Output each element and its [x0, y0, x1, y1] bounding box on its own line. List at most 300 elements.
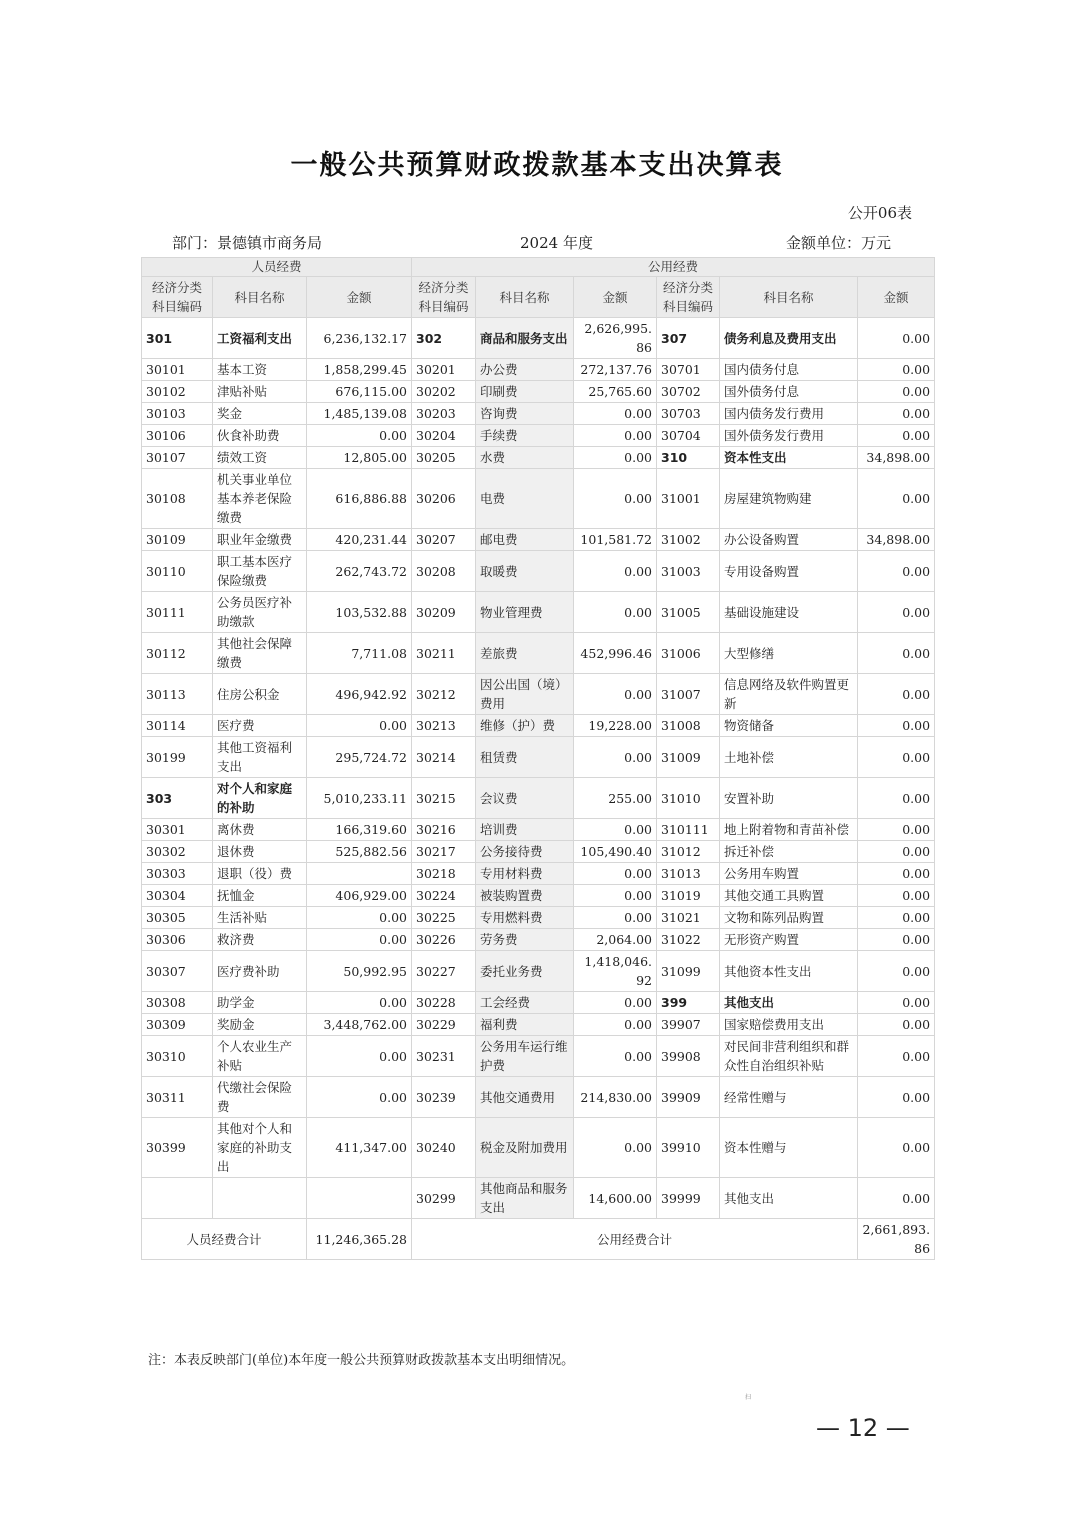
cell-namountme: 离休费	[213, 819, 307, 841]
cell-amount: 0.00	[858, 381, 935, 403]
cell-amount: 411,347.00	[307, 1118, 412, 1178]
cell-amount: 101,581.72	[574, 529, 657, 551]
cell-code: 30311	[142, 1077, 213, 1118]
cell-code: 30225	[412, 907, 476, 929]
cell-code: 39999	[657, 1178, 720, 1219]
cell-namountme: 委托业务费	[476, 951, 574, 992]
table-row	[142, 1014, 935, 1036]
cell-namountme: 其他商品和服务支出	[476, 1178, 574, 1219]
cell-code: 30111	[142, 592, 213, 633]
cell-amount: 166,319.60	[307, 819, 412, 841]
cell-code: 30109	[142, 529, 213, 551]
cell-amount: 0.00	[858, 469, 935, 529]
cell-amount: 0.00	[858, 929, 935, 951]
form-number: 公开06表	[847, 204, 912, 222]
cell-amount: 0.00	[858, 551, 935, 592]
cell-amount: 34,898.00	[858, 529, 935, 551]
cell-code: 30102	[142, 381, 213, 403]
cell-namountme: 公务用车运行维护费	[476, 1036, 574, 1077]
cell-amount: 0.00	[858, 359, 935, 381]
cell-amount: 105,490.40	[574, 841, 657, 863]
cell-namountme: 津贴补贴	[213, 381, 307, 403]
year-label: 2024 年度	[520, 234, 593, 252]
cell-namountme: 公务员医疗补助缴款	[213, 592, 307, 633]
cell-code: 30305	[142, 907, 213, 929]
cell-namountme: 培训费	[476, 819, 574, 841]
table-row	[142, 819, 935, 841]
cell-amount: 0.00	[307, 992, 412, 1014]
cell-namountme: 咨询费	[476, 403, 574, 425]
cell-code: 30103	[142, 403, 213, 425]
cell-amount: 0.00	[574, 863, 657, 885]
cell-namountme: 医疗费	[213, 715, 307, 737]
cell-namountme: 公务接待费	[476, 841, 574, 863]
table-row	[142, 929, 935, 951]
cell-namountme: 会议费	[476, 778, 574, 819]
cell-code: 31006	[657, 633, 720, 674]
table-row	[142, 403, 935, 425]
cell-amount: 0.00	[858, 633, 935, 674]
cell-amount: 0.00	[858, 318, 935, 359]
cell-code: 31010	[657, 778, 720, 819]
cell-code: 31009	[657, 737, 720, 778]
cell-amount: 0.00	[307, 1036, 412, 1077]
col-header-name: 科目名称	[476, 277, 574, 318]
table-row	[142, 841, 935, 863]
cell-code: 30301	[142, 819, 213, 841]
cell-namountme: 其他支出	[720, 1178, 858, 1219]
cell-amount	[307, 1178, 412, 1219]
cell-namountme: 印刷费	[476, 381, 574, 403]
cell-amount: 6,236,132.17	[307, 318, 412, 359]
cell-code: 30217	[412, 841, 476, 863]
cell-code: 303	[142, 778, 213, 819]
cell-code: 30208	[412, 551, 476, 592]
cell-namountme: 安置补助	[720, 778, 858, 819]
cell-code: 39909	[657, 1077, 720, 1118]
cell-namountme: 信息网络及软件购置更新	[720, 674, 858, 715]
cell-amount: 0.00	[574, 425, 657, 447]
page-number: — 12 —	[816, 1414, 910, 1442]
cell-code: 30106	[142, 425, 213, 447]
table-row	[142, 907, 935, 929]
table-row	[142, 425, 935, 447]
cell-namountme: 劳务费	[476, 929, 574, 951]
col-header-name: 科目名称	[213, 277, 307, 318]
table-row	[142, 469, 935, 529]
cell-amount: 0.00	[574, 907, 657, 929]
cell-amount: 0.00	[858, 885, 935, 907]
cell-amount: 0.00	[574, 819, 657, 841]
cell-namountme: 大型修缮	[720, 633, 858, 674]
group-header-personnel: 人员经费	[142, 258, 412, 277]
cell-amount: 0.00	[574, 885, 657, 907]
cell-amount: 0.00	[858, 819, 935, 841]
table-row	[142, 592, 935, 633]
cell-namountme: 绩效工资	[213, 447, 307, 469]
cell-amount: 0.00	[574, 469, 657, 529]
table-row	[142, 381, 935, 403]
cell-amount: 0.00	[858, 907, 935, 929]
cell-namountme: 生活补贴	[213, 907, 307, 929]
cell-namountme: 其他对个人和家庭的补助支出	[213, 1118, 307, 1178]
cell-namountme: 救济费	[213, 929, 307, 951]
cell-amount: 1,858,299.45	[307, 359, 412, 381]
scan-mark: 扫	[745, 1394, 752, 1401]
cell-code: 31012	[657, 841, 720, 863]
cell-code: 30228	[412, 992, 476, 1014]
page-title: 一般公共预算财政拨款基本支出决算表	[290, 150, 784, 181]
col-header-amount: 金额	[858, 277, 935, 318]
table-row	[142, 885, 935, 907]
cell-namountme: 水费	[476, 447, 574, 469]
cell-code: 30231	[412, 1036, 476, 1077]
table-row	[142, 778, 935, 819]
cell-amount: 34,898.00	[858, 447, 935, 469]
cell-code: 30108	[142, 469, 213, 529]
table-row	[142, 359, 935, 381]
cell-code: 30239	[412, 1077, 476, 1118]
cell-namountme: 基础设施建设	[720, 592, 858, 633]
cell-code: 30309	[142, 1014, 213, 1036]
cell-namountme: 物业管理费	[476, 592, 574, 633]
cell-amount: 496,942.92	[307, 674, 412, 715]
cell-amount: 0.00	[858, 674, 935, 715]
cell-code: 310	[657, 447, 720, 469]
cell-code: 30107	[142, 447, 213, 469]
cell-code: 30201	[412, 359, 476, 381]
table-row	[142, 737, 935, 778]
cell-namountme: 房屋建筑物购建	[720, 469, 858, 529]
cell-namountme: 拆迁补偿	[720, 841, 858, 863]
cell-amount: 0.00	[858, 992, 935, 1014]
cell-code: 30310	[142, 1036, 213, 1077]
department-label: 部门：景德镇市商务局	[172, 234, 323, 252]
cell-amount: 0.00	[574, 674, 657, 715]
cell-code: 30216	[412, 819, 476, 841]
cell-amount: 0.00	[858, 1036, 935, 1077]
cell-amount: 0.00	[574, 992, 657, 1014]
cell-amount: 103,532.88	[307, 592, 412, 633]
cell-amount: 0.00	[307, 1077, 412, 1118]
cell-amount: 12,805.00	[307, 447, 412, 469]
cell-code: 30204	[412, 425, 476, 447]
public-total-amount: 2,661,893.86	[858, 1219, 935, 1260]
cell-amount: 0.00	[574, 1014, 657, 1036]
cell-code: 30199	[142, 737, 213, 778]
col-header-code: 经济分类科目编码	[657, 277, 720, 318]
cell-namountme: 国外债务发行费用	[720, 425, 858, 447]
cell-amount: 1,485,139.08	[307, 403, 412, 425]
cell-amount: 0.00	[858, 592, 935, 633]
group-header-public: 公用经费	[412, 258, 935, 277]
cell-namountme: 文物和陈列品购置	[720, 907, 858, 929]
cell-code: 30224	[412, 885, 476, 907]
col-header-amount: 金额	[307, 277, 412, 318]
cell-amount: 262,743.72	[307, 551, 412, 592]
cell-namountme: 职工基本医疗保险缴费	[213, 551, 307, 592]
cell-namountme: 抚恤金	[213, 885, 307, 907]
cell-code: 31019	[657, 885, 720, 907]
cell-amount: 0.00	[307, 929, 412, 951]
cell-amount: 0.00	[574, 1118, 657, 1178]
cell-code: 39908	[657, 1036, 720, 1077]
cell-namountme: 工会经费	[476, 992, 574, 1014]
cell-namountme: 奖金	[213, 403, 307, 425]
personnel-total-label: 人员经费合计	[142, 1219, 307, 1260]
public-total-label: 公用经费合计	[412, 1219, 858, 1260]
cell-namountme: 因公出国（境）费用	[476, 674, 574, 715]
cell-amount: 0.00	[858, 1178, 935, 1219]
cell-namountme: 基本工资	[213, 359, 307, 381]
cell-amount: 272,137.76	[574, 359, 657, 381]
cell-code: 30304	[142, 885, 213, 907]
cell-code: 31021	[657, 907, 720, 929]
cell-namountme: 商品和服务支出	[476, 318, 574, 359]
cell-code: 30308	[142, 992, 213, 1014]
cell-amount: 406,929.00	[307, 885, 412, 907]
cell-code: 30218	[412, 863, 476, 885]
cell-amount: 676,115.00	[307, 381, 412, 403]
cell-code: 30307	[142, 951, 213, 992]
cell-amount: 0.00	[574, 737, 657, 778]
unit-label: 金额单位：万元	[786, 234, 892, 252]
table-note: 注：本表反映部门(单位)本年度一般公共预算财政拨款基本支出明细情况。	[148, 1353, 575, 1368]
cell-namountme: 其他交通费用	[476, 1077, 574, 1118]
cell-amount: 0.00	[307, 715, 412, 737]
cell-amount: 19,228.00	[574, 715, 657, 737]
cell-namountme: 租赁费	[476, 737, 574, 778]
cell-namountme: 福利费	[476, 1014, 574, 1036]
cell-code: 30215	[412, 778, 476, 819]
cell-namountme: 助学金	[213, 992, 307, 1014]
cell-namountme: 公务用车购置	[720, 863, 858, 885]
cell-amount: 7,711.08	[307, 633, 412, 674]
cell-namountme: 差旅费	[476, 633, 574, 674]
cell-code: 30702	[657, 381, 720, 403]
table-row	[142, 951, 935, 992]
cell-amount: 0.00	[574, 403, 657, 425]
cell-namountme: 医疗费补助	[213, 951, 307, 992]
cell-namountme: 退休费	[213, 841, 307, 863]
cell-code: 30240	[412, 1118, 476, 1178]
cell-namountme: 职业年金缴费	[213, 529, 307, 551]
cell-code: 399	[657, 992, 720, 1014]
cell-amount: 2,064.00	[574, 929, 657, 951]
table-row	[142, 715, 935, 737]
col-header-code: 经济分类科目编码	[412, 277, 476, 318]
cell-code: 30299	[412, 1178, 476, 1219]
cell-code: 30704	[657, 425, 720, 447]
cell-amount: 0.00	[307, 907, 412, 929]
cell-code: 31001	[657, 469, 720, 529]
col-header-name: 科目名称	[720, 277, 858, 318]
cell-amount: 50,992.95	[307, 951, 412, 992]
cell-namountme: 办公设备购置	[720, 529, 858, 551]
cell-amount: 420,231.44	[307, 529, 412, 551]
table-row	[142, 674, 935, 715]
cell-namountme: 邮电费	[476, 529, 574, 551]
cell-amount: 0.00	[307, 425, 412, 447]
cell-amount	[307, 863, 412, 885]
cell-code: 31005	[657, 592, 720, 633]
cell-amount: 0.00	[858, 1014, 935, 1036]
cell-code: 30205	[412, 447, 476, 469]
table-row	[142, 633, 935, 674]
cell-code: 30701	[657, 359, 720, 381]
cell-code: 31022	[657, 929, 720, 951]
cell-namountme: 其他交通工具购置	[720, 885, 858, 907]
cell-code: 31002	[657, 529, 720, 551]
cell-code: 30302	[142, 841, 213, 863]
cell-amount: 0.00	[574, 592, 657, 633]
cell-namountme: 专用材料费	[476, 863, 574, 885]
cell-amount: 214,830.00	[574, 1077, 657, 1118]
cell-code: 39910	[657, 1118, 720, 1178]
cell-namountme: 国内债务发行费用	[720, 403, 858, 425]
cell-code: 30306	[142, 929, 213, 951]
table-row	[142, 551, 935, 592]
cell-amount: 14,600.00	[574, 1178, 657, 1219]
cell-namountme: 国内债务付息	[720, 359, 858, 381]
cell-code: 31003	[657, 551, 720, 592]
cell-code: 30112	[142, 633, 213, 674]
expenditure-table	[141, 257, 935, 1260]
table-row	[142, 863, 935, 885]
cell-amount: 0.00	[574, 551, 657, 592]
cell-namountme: 物资储备	[720, 715, 858, 737]
cell-amount: 25,765.60	[574, 381, 657, 403]
cell-namountme: 专用燃料费	[476, 907, 574, 929]
cell-namountme: 资本性赠与	[720, 1118, 858, 1178]
cell-amount: 525,882.56	[307, 841, 412, 863]
cell-namountme: 对个人和家庭的补助	[213, 778, 307, 819]
cell-code: 30209	[412, 592, 476, 633]
cell-amount: 0.00	[858, 1077, 935, 1118]
cell-amount: 0.00	[574, 447, 657, 469]
cell-namountme: 债务利息及费用支出	[720, 318, 858, 359]
cell-namountme: 机关事业单位基本养老保险缴费	[213, 469, 307, 529]
cell-namountme: 电费	[476, 469, 574, 529]
cell-code	[142, 1178, 213, 1219]
cell-namountme: 专用设备购置	[720, 551, 858, 592]
cell-code: 30101	[142, 359, 213, 381]
table-row	[142, 1118, 935, 1178]
table-row	[142, 529, 935, 551]
cell-amount: 255.00	[574, 778, 657, 819]
cell-namountme: 办公费	[476, 359, 574, 381]
cell-code: 30207	[412, 529, 476, 551]
table-row	[142, 992, 935, 1014]
cell-code: 30227	[412, 951, 476, 992]
cell-code: 30303	[142, 863, 213, 885]
cell-code: 30229	[412, 1014, 476, 1036]
cell-code: 30703	[657, 403, 720, 425]
cell-namountme: 经常性赠与	[720, 1077, 858, 1118]
cell-namountme: 伙食补助费	[213, 425, 307, 447]
cell-code: 30226	[412, 929, 476, 951]
cell-code: 30399	[142, 1118, 213, 1178]
cell-amount: 0.00	[858, 425, 935, 447]
cell-amount: 0.00	[858, 778, 935, 819]
cell-code: 30203	[412, 403, 476, 425]
cell-namountme: 其他社会保障缴费	[213, 633, 307, 674]
cell-amount: 5,010,233.11	[307, 778, 412, 819]
cell-code: 31007	[657, 674, 720, 715]
table-row	[142, 447, 935, 469]
cell-namountme: 地上附着物和青苗补偿	[720, 819, 858, 841]
cell-amount: 2,626,995.86	[574, 318, 657, 359]
cell-code: 310111	[657, 819, 720, 841]
cell-namountme: 无形资产购置	[720, 929, 858, 951]
cell-code: 30206	[412, 469, 476, 529]
cell-namountme: 维修（护）费	[476, 715, 574, 737]
cell-amount: 0.00	[858, 951, 935, 992]
cell-code: 30211	[412, 633, 476, 674]
table-row	[142, 1077, 935, 1118]
cell-namountme: 代缴社会保险费	[213, 1077, 307, 1118]
cell-code: 31013	[657, 863, 720, 885]
cell-namountme: 税金及附加费用	[476, 1118, 574, 1178]
cell-namountme: 取暖费	[476, 551, 574, 592]
cell-code: 31008	[657, 715, 720, 737]
cell-amount: 0.00	[858, 841, 935, 863]
cell-amount: 1,418,046.92	[574, 951, 657, 992]
cell-namountme: 其他支出	[720, 992, 858, 1014]
cell-code: 31099	[657, 951, 720, 992]
cell-amount: 0.00	[858, 863, 935, 885]
cell-code: 301	[142, 318, 213, 359]
col-header-code: 经济分类科目编码	[142, 277, 213, 318]
cell-amount: 0.00	[858, 715, 935, 737]
cell-code: 307	[657, 318, 720, 359]
cell-amount: 616,886.88	[307, 469, 412, 529]
cell-code: 30202	[412, 381, 476, 403]
cell-namountme: 国家赔偿费用支出	[720, 1014, 858, 1036]
cell-namountme: 被装购置费	[476, 885, 574, 907]
cell-namountme	[213, 1178, 307, 1219]
cell-code: 30113	[142, 674, 213, 715]
table-row	[142, 1036, 935, 1077]
col-header-amount: 金额	[574, 277, 657, 318]
cell-code: 30212	[412, 674, 476, 715]
cell-namountme: 个人农业生产补贴	[213, 1036, 307, 1077]
cell-namountme: 对民间非营利组织和群众性自治组织补贴	[720, 1036, 858, 1077]
cell-namountme: 国外债务付息	[720, 381, 858, 403]
cell-amount: 0.00	[858, 737, 935, 778]
cell-namountme: 资本性支出	[720, 447, 858, 469]
cell-namountme: 工资福利支出	[213, 318, 307, 359]
table-row	[142, 318, 935, 359]
cell-code: 30213	[412, 715, 476, 737]
cell-namountme: 其他工资福利支出	[213, 737, 307, 778]
cell-namountme: 手续费	[476, 425, 574, 447]
cell-amount: 3,448,762.00	[307, 1014, 412, 1036]
cell-code: 30214	[412, 737, 476, 778]
cell-amount: 0.00	[858, 403, 935, 425]
cell-code: 302	[412, 318, 476, 359]
cell-code: 30114	[142, 715, 213, 737]
cell-code: 39907	[657, 1014, 720, 1036]
cell-namountme: 奖励金	[213, 1014, 307, 1036]
cell-amount: 452,996.46	[574, 633, 657, 674]
cell-amount: 295,724.72	[307, 737, 412, 778]
cell-code: 30110	[142, 551, 213, 592]
cell-amount: 0.00	[858, 1118, 935, 1178]
cell-namountme: 退职（役）费	[213, 863, 307, 885]
cell-amount: 0.00	[574, 1036, 657, 1077]
table-row	[142, 1178, 935, 1219]
